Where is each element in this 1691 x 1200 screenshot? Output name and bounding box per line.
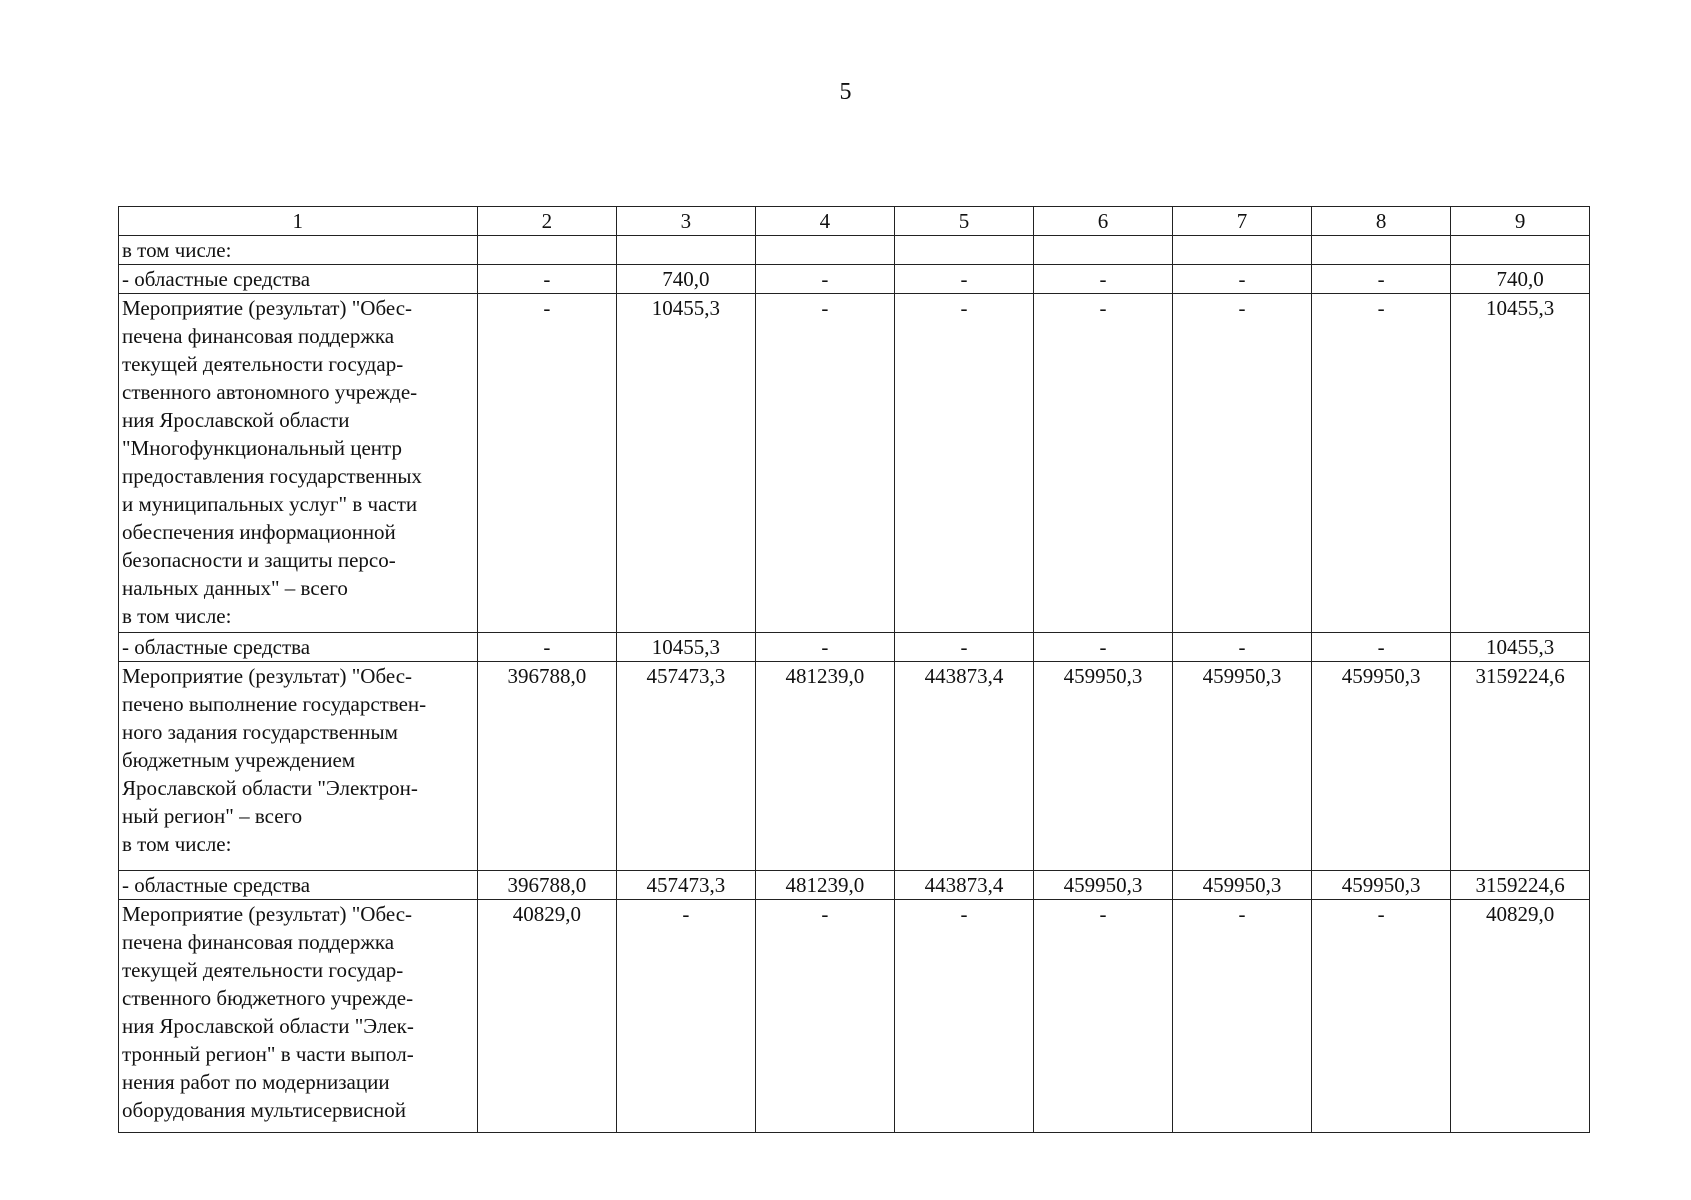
table-row [119, 633, 1590, 662]
value-cell: - [1033, 633, 1173, 662]
row-label: - областные средства [119, 871, 478, 900]
value-cell: - [477, 265, 617, 294]
value-cell: 459950,3 [1033, 662, 1173, 871]
value-cell: - [1311, 633, 1451, 662]
value-cell: - [1173, 633, 1312, 662]
value-cell: - [1173, 900, 1312, 1133]
value-cell: - [755, 900, 895, 1133]
value-cell [1311, 236, 1451, 265]
value-cell: 740,0 [617, 265, 756, 294]
value-cell: 443873,4 [895, 662, 1034, 871]
value-cell: 459950,3 [1033, 871, 1173, 900]
value-cell: - [755, 633, 895, 662]
value-cell: 481239,0 [755, 662, 895, 871]
value-cell: 3159224,6 [1451, 662, 1590, 871]
value-cell: - [477, 633, 617, 662]
value-cell: - [755, 294, 895, 633]
value-cell: 443873,4 [895, 871, 1034, 900]
row-label: - областные средства [119, 633, 478, 662]
value-cell: - [895, 900, 1034, 1133]
table-row [119, 294, 1590, 633]
value-cell: 3159224,6 [1451, 871, 1590, 900]
value-cell [1033, 236, 1173, 265]
value-cell: 740,0 [1451, 265, 1590, 294]
table-row [119, 265, 1590, 294]
value-cell: - [1173, 265, 1312, 294]
value-cell: 459950,3 [1311, 662, 1451, 871]
value-cell: - [1033, 265, 1173, 294]
value-cell: - [1311, 294, 1451, 633]
column-number: 7 [1173, 207, 1312, 236]
row-label: Мероприятие (результат) "Обес- печена финансовая поддержка текущей деятельности государ- ственного бюджетного учрежде- ния Ярославской области "Элек- тронный регион" в части выпол- нения работ по модернизации оборудования мультисервисной [119, 900, 478, 1133]
value-cell [1173, 236, 1312, 265]
column-number: 2 [477, 207, 617, 236]
value-cell: 10455,3 [1451, 633, 1590, 662]
value-cell: - [477, 294, 617, 633]
value-cell: 10455,3 [617, 633, 756, 662]
column-number: 5 [895, 207, 1034, 236]
table-row [119, 236, 1590, 265]
budget-table [118, 206, 1590, 1133]
value-cell: 40829,0 [1451, 900, 1590, 1133]
value-cell: 459950,3 [1311, 871, 1451, 900]
table-body [119, 207, 1590, 1133]
value-cell: 459950,3 [1173, 662, 1312, 871]
page-number: 5 [839, 79, 852, 105]
table-row [119, 662, 1590, 871]
value-cell: - [895, 633, 1034, 662]
value-cell: - [1033, 294, 1173, 633]
value-cell: 396788,0 [477, 871, 617, 900]
row-label: Мероприятие (результат) "Обес- печено выполнение государствен- ного задания государственным бюджетным учреждением Ярославской области "Электрон- ный регион" – всего в том числе: [119, 662, 478, 871]
value-cell: 457473,3 [617, 871, 756, 900]
column-number: 8 [1311, 207, 1451, 236]
value-cell [477, 236, 617, 265]
value-cell: - [1033, 900, 1173, 1133]
value-cell [1451, 236, 1590, 265]
value-cell: - [1311, 265, 1451, 294]
value-cell: 457473,3 [617, 662, 756, 871]
column-number: 1 [119, 207, 478, 236]
value-cell: 396788,0 [477, 662, 617, 871]
value-cell: 10455,3 [617, 294, 756, 633]
column-number: 4 [755, 207, 895, 236]
value-cell: - [1173, 294, 1312, 633]
value-cell: 10455,3 [1451, 294, 1590, 633]
value-cell [895, 236, 1034, 265]
value-cell [755, 236, 895, 265]
column-number: 6 [1033, 207, 1173, 236]
value-cell: - [895, 265, 1034, 294]
column-number: 3 [617, 207, 756, 236]
value-cell [617, 236, 756, 265]
row-label: в том числе: [119, 236, 478, 265]
value-cell: 40829,0 [477, 900, 617, 1133]
table-row [119, 900, 1590, 1133]
value-cell: 481239,0 [755, 871, 895, 900]
value-cell: - [1311, 900, 1451, 1133]
value-cell: - [755, 265, 895, 294]
row-label: - областные средства [119, 265, 478, 294]
column-number: 9 [1451, 207, 1590, 236]
table-row [119, 871, 1590, 900]
table-header-row [119, 207, 1590, 236]
value-cell: - [895, 294, 1034, 633]
value-cell: 459950,3 [1173, 871, 1312, 900]
value-cell: - [617, 900, 756, 1133]
row-label: Мероприятие (результат) "Обес- печена финансовая поддержка текущей деятельности государ- ственного автономного учрежде- ния Ярославской области "Многофункциональный центр предоставления государственных и муниципальных услуг" в части обеспечения информационной безопасности и защиты персо- нальных данных" – всего в том числе: [119, 294, 478, 633]
